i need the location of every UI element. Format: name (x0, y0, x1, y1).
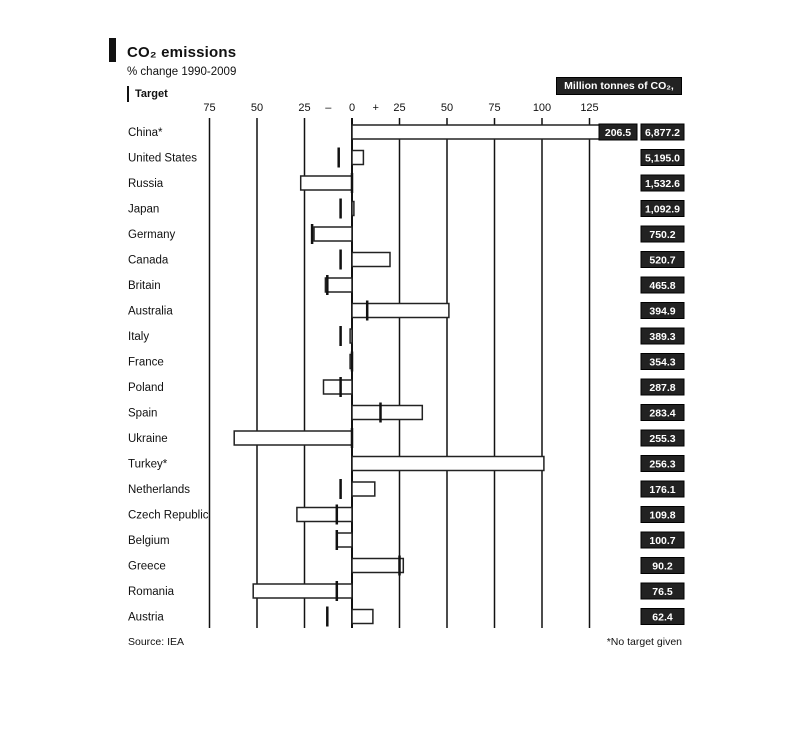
overflow-label: 206.5 (604, 127, 632, 139)
chart-subtitle: % change 1990-2009 (127, 66, 237, 78)
category-label: Ukraine (128, 433, 168, 445)
source-note: Source: IEA (128, 636, 185, 648)
tick-label: 100 (532, 102, 552, 114)
mt-value-label: 354.3 (649, 356, 676, 369)
bar (352, 457, 544, 471)
bar (301, 176, 352, 190)
bar (234, 431, 352, 445)
category-label: United States (128, 152, 198, 165)
tick-label: 50 (440, 102, 454, 114)
category-label: Germany (128, 229, 176, 241)
category-label: Poland (128, 382, 164, 394)
tick-label: – (325, 102, 332, 114)
bar (352, 406, 422, 420)
category-label: Italy (128, 331, 150, 343)
category-label: China* (128, 127, 163, 139)
category-label: Netherlands (128, 484, 191, 496)
category-label: Romania (128, 586, 175, 598)
bar (350, 329, 352, 343)
mt-value-label: 750.2 (649, 229, 676, 241)
category-label: Spain (128, 407, 158, 420)
tick-label: 50 (250, 102, 264, 114)
bar (297, 508, 352, 522)
category-label: Australia (128, 305, 173, 318)
mt-value-label: 283.4 (649, 407, 676, 420)
mt-value-label: 1,092.9 (644, 203, 681, 216)
category-label: Britain (128, 280, 161, 292)
mt-value-label: 255.3 (649, 433, 676, 445)
category-label: Austria (128, 611, 164, 624)
mt-value-label: 6,877.2 (644, 127, 681, 139)
category-label: Turkey* (128, 458, 168, 471)
mt-value-label: 1,532.6 (644, 178, 681, 190)
tick-label: 125 (580, 102, 599, 114)
tick-label: 25 (298, 102, 311, 114)
mt-value-label: 389.3 (649, 331, 676, 343)
mt-value-label: 520.7 (649, 254, 676, 267)
mt-value-label: 62.4 (652, 611, 673, 624)
bar (352, 559, 403, 573)
category-label: Greece (128, 560, 166, 573)
footnote: *No target given (606, 636, 682, 648)
mt-value-label: 287.8 (649, 382, 676, 394)
bar (352, 151, 363, 165)
bar (352, 125, 600, 139)
category-label: Czech Republic (128, 509, 209, 522)
mt-value-label: 76.5 (652, 586, 673, 598)
mt-value-label: 109.8 (649, 509, 676, 522)
tick-label: 75 (203, 102, 216, 114)
category-label: Belgium (128, 535, 170, 547)
million-tonnes-header: Million tonnes of CO₂, 2009 (556, 77, 682, 95)
mt-value-label: 465.8 (649, 280, 676, 292)
mt-value-label: 100.7 (649, 535, 676, 547)
mt-value-label: 394.9 (649, 305, 676, 318)
bar (314, 227, 352, 241)
bar (352, 253, 390, 267)
bar (352, 202, 354, 216)
bar (352, 610, 373, 624)
mt-value-label: 90.2 (652, 560, 673, 573)
mt-value-label: 176.1 (649, 484, 676, 496)
target-legend: Target (127, 86, 168, 102)
mt-value-label: 5,195.0 (644, 152, 681, 165)
category-label: France (128, 356, 164, 369)
category-label: Canada (128, 254, 169, 267)
tick-label: 25 (393, 102, 406, 114)
bar (325, 278, 352, 292)
tick-label: 75 (488, 102, 501, 114)
chart-title: CO₂ emissions (127, 44, 237, 61)
mt-value-label: 256.3 (649, 458, 676, 471)
bar (337, 533, 352, 547)
category-label: Russia (128, 178, 164, 190)
bar (324, 380, 353, 394)
tick-label: 0 (348, 102, 356, 114)
bar (352, 482, 375, 496)
category-label: Japan (128, 203, 160, 216)
tick-label: + (372, 102, 379, 114)
